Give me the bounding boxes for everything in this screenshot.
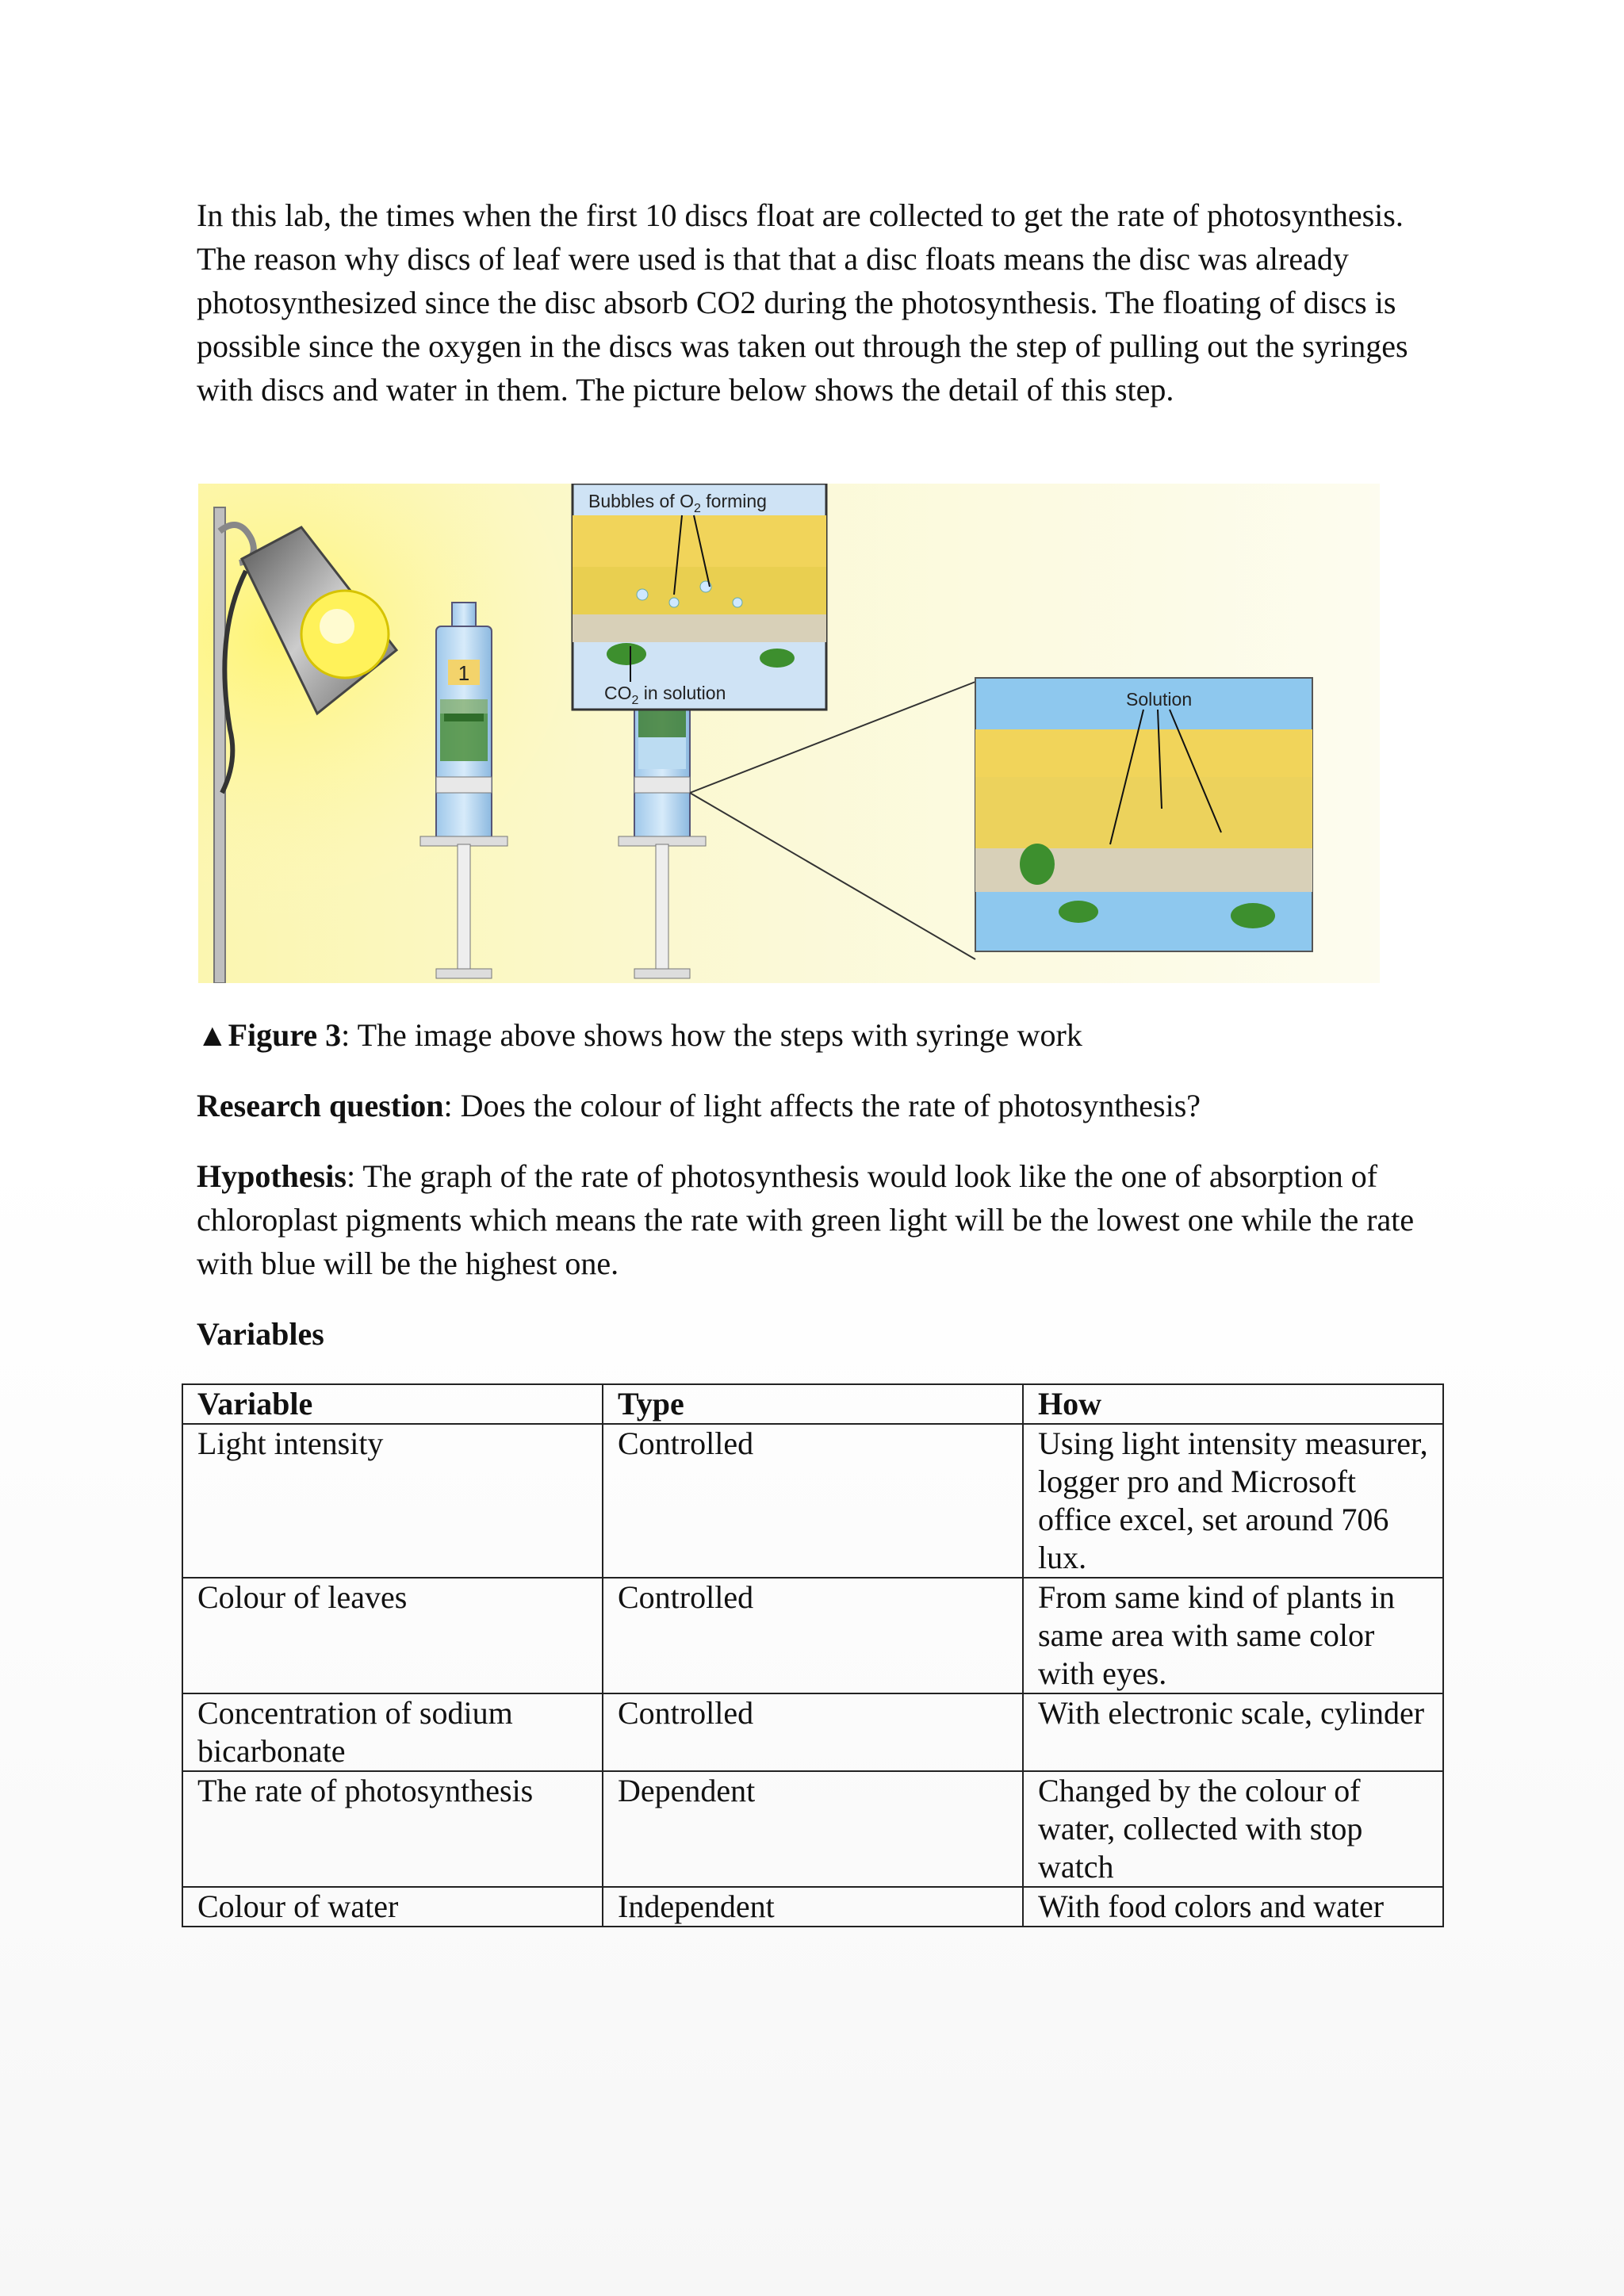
cell-type: Controlled (603, 1693, 1023, 1771)
magnified-leaf-top (573, 484, 826, 710)
hypothesis-label: Hypothesis (197, 1158, 347, 1194)
caption-text: : The image above shows how the steps with syringe work (341, 1017, 1082, 1053)
caption-marker: ▲ (197, 1017, 228, 1053)
cell-variable: Concentration of sodium bicarbonate (182, 1693, 603, 1771)
co2-label: $CO_2$ in solution (604, 683, 726, 707)
cell-how: Changed by the colour of water, collected with stop watch (1023, 1771, 1443, 1887)
cell-variable: The rate of photosynthesis (182, 1771, 603, 1887)
cell-type: Independent (603, 1887, 1023, 1927)
cell-type: Controlled (603, 1424, 1023, 1578)
research-question (197, 1084, 1434, 1127)
cell-variable: Light intensity (182, 1424, 603, 1578)
cell-variable: Colour of water (182, 1887, 603, 1927)
svg-text:1: 1 (458, 661, 470, 685)
caption-label: Figure 3 (228, 1017, 342, 1053)
variables-table (182, 1383, 1444, 1927)
cell-how: From same kind of plants in same area with same color with eyes. (1023, 1578, 1443, 1693)
figure-caption (197, 1013, 1434, 1057)
bubbles-label: Bubbles of $O_2$ forming (588, 491, 767, 515)
header-how: How (1023, 1384, 1443, 1424)
header-variable: Variable (182, 1384, 603, 1424)
cell-how: Using light intensity measurer, logger pro and Microsoft office excel, set around 706 lux. (1023, 1424, 1443, 1578)
cell-type: Controlled (603, 1578, 1023, 1693)
header-type: Type (603, 1384, 1023, 1424)
hypothesis-text: : The graph of the rate of photosynthesis would look like the one of absorption of chloroplast pigments which means the rate with green light will be the lowest one while the rate with blue will be the highest one. (197, 1158, 1415, 1281)
intro-paragraph: In this lab, the times when the first 10 discs float are collected to get the rate of photosynthesis. The reason why discs of leaf were used is that that a disc floats means the disc was already photosynthesized since the disc absorb CO2 during the photosynthesis. The floating of discs is possible since the oxygen in the discs was taken out through the step of pulling out the syringes with discs and water in them. The picture below shows the detail of this step. (197, 197, 1408, 408)
cell-how: With electronic scale, cylinder (1023, 1693, 1443, 1771)
table-row (182, 1771, 1443, 1887)
table-row (182, 1424, 1443, 1578)
cell-type: Dependent (603, 1771, 1023, 1887)
table-header-row (182, 1384, 1443, 1424)
research-question-label: Research question (197, 1088, 444, 1123)
solution-label: Solution (1126, 689, 1193, 710)
research-question-text: : Does the colour of light affects the rate of photosynthesis? (443, 1088, 1201, 1123)
cell-how: With food colors and water (1023, 1887, 1443, 1927)
hypothesis (197, 1154, 1434, 1285)
table-row (182, 1693, 1443, 1771)
variables-heading: Variables (197, 1316, 324, 1352)
table-row (182, 1578, 1443, 1693)
table-row (182, 1887, 1443, 1927)
cell-variable: Colour of leaves (182, 1578, 603, 1693)
syringe-diagram-figure (198, 484, 1380, 983)
